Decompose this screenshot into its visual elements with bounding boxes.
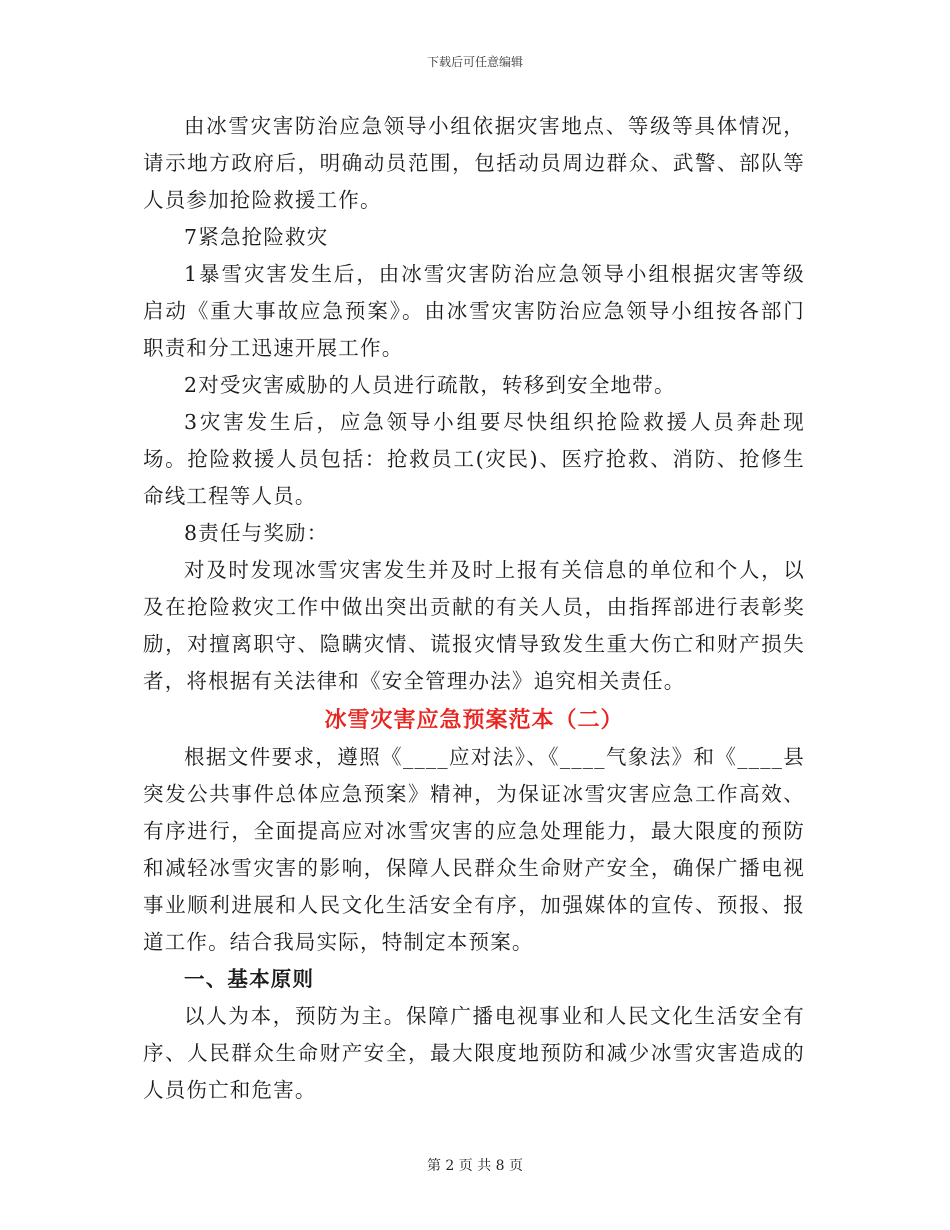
paragraph-item-2: 2对受灾害威胁的人员进行疏散，转移到安全地带。 bbox=[184, 373, 676, 397]
heading-basic-principles: 一、基本原则 bbox=[184, 967, 315, 991]
page-header: 下载后可任意编辑 bbox=[426, 55, 523, 69]
document-body bbox=[143, 108, 805, 1109]
paragraph-section-8: 8责任与奖励： bbox=[184, 521, 329, 545]
page-footer: 第 2 页 共 8 页 bbox=[426, 1158, 524, 1174]
paragraph-principles: 以人为本，预防为主。保障广播电视事业和人民文化生活安全有序、人民群众生命财产安全，最大限度地预防和减少冰雪灾害造成的人员伤亡和危害。 bbox=[143, 1004, 805, 1102]
paragraph-responsibility: 对及时发现冰雪灾害发生并及时上报有关信息的单位和个人，以及在抢险救灾工作中做出突出贡献的有关人员，由指挥部进行表彰奖励，对擅离职守、隐瞒灾情、谎报灾情导致发生重大伤亡和财产损失者，将根据有关法律和《安全管理办法》追究相关责任。 bbox=[143, 558, 805, 693]
paragraph-mobilization: 由冰雪灾害防治应急领导小组依据灾害地点、等级等具体情况，请示地方政府后，明确动员范围，包括动员周边群众、武警、部队等人员参加抢险救援工作。 bbox=[143, 114, 805, 212]
paragraph-intro: 根据文件要求，遵照《____应对法》、《____气象法》和《____县突发公共事件总体应急预案》精神，为保证冰雪灾害应急工作高效、有序进行，全面提高应对冰雪灾害的应急处理能力，最大限度的预防和减轻冰雪灾害的影响，保障人民群众生命财产安全，确保广播电视事业顺利进展和人民文化生活安全有序，加强媒体的宣传、预报、报道工作。结合我局实际，特制定本预案。 bbox=[143, 745, 805, 954]
paragraph-item-1: 1暴雪灾害发生后，由冰雪灾害防治应急领导小组根据灾害等级启动《重大事故应急预案》。由冰雪灾害防治应急领导小组按各部门职责和分工迅速开展工作。 bbox=[143, 262, 805, 360]
paragraph-section-7: 7紧急抢险救灾 bbox=[184, 225, 329, 249]
section-title: 冰雪灾害应急预案范本（二） bbox=[324, 707, 624, 733]
paragraph-item-3: 3灾害发生后，应急领导小组要尽快组织抢险救援人员奔赴现场。抢险救援人员包括：抢救员工(灾民)、医疗抢救、消防、抢修生命线工程等人员。 bbox=[143, 410, 805, 508]
